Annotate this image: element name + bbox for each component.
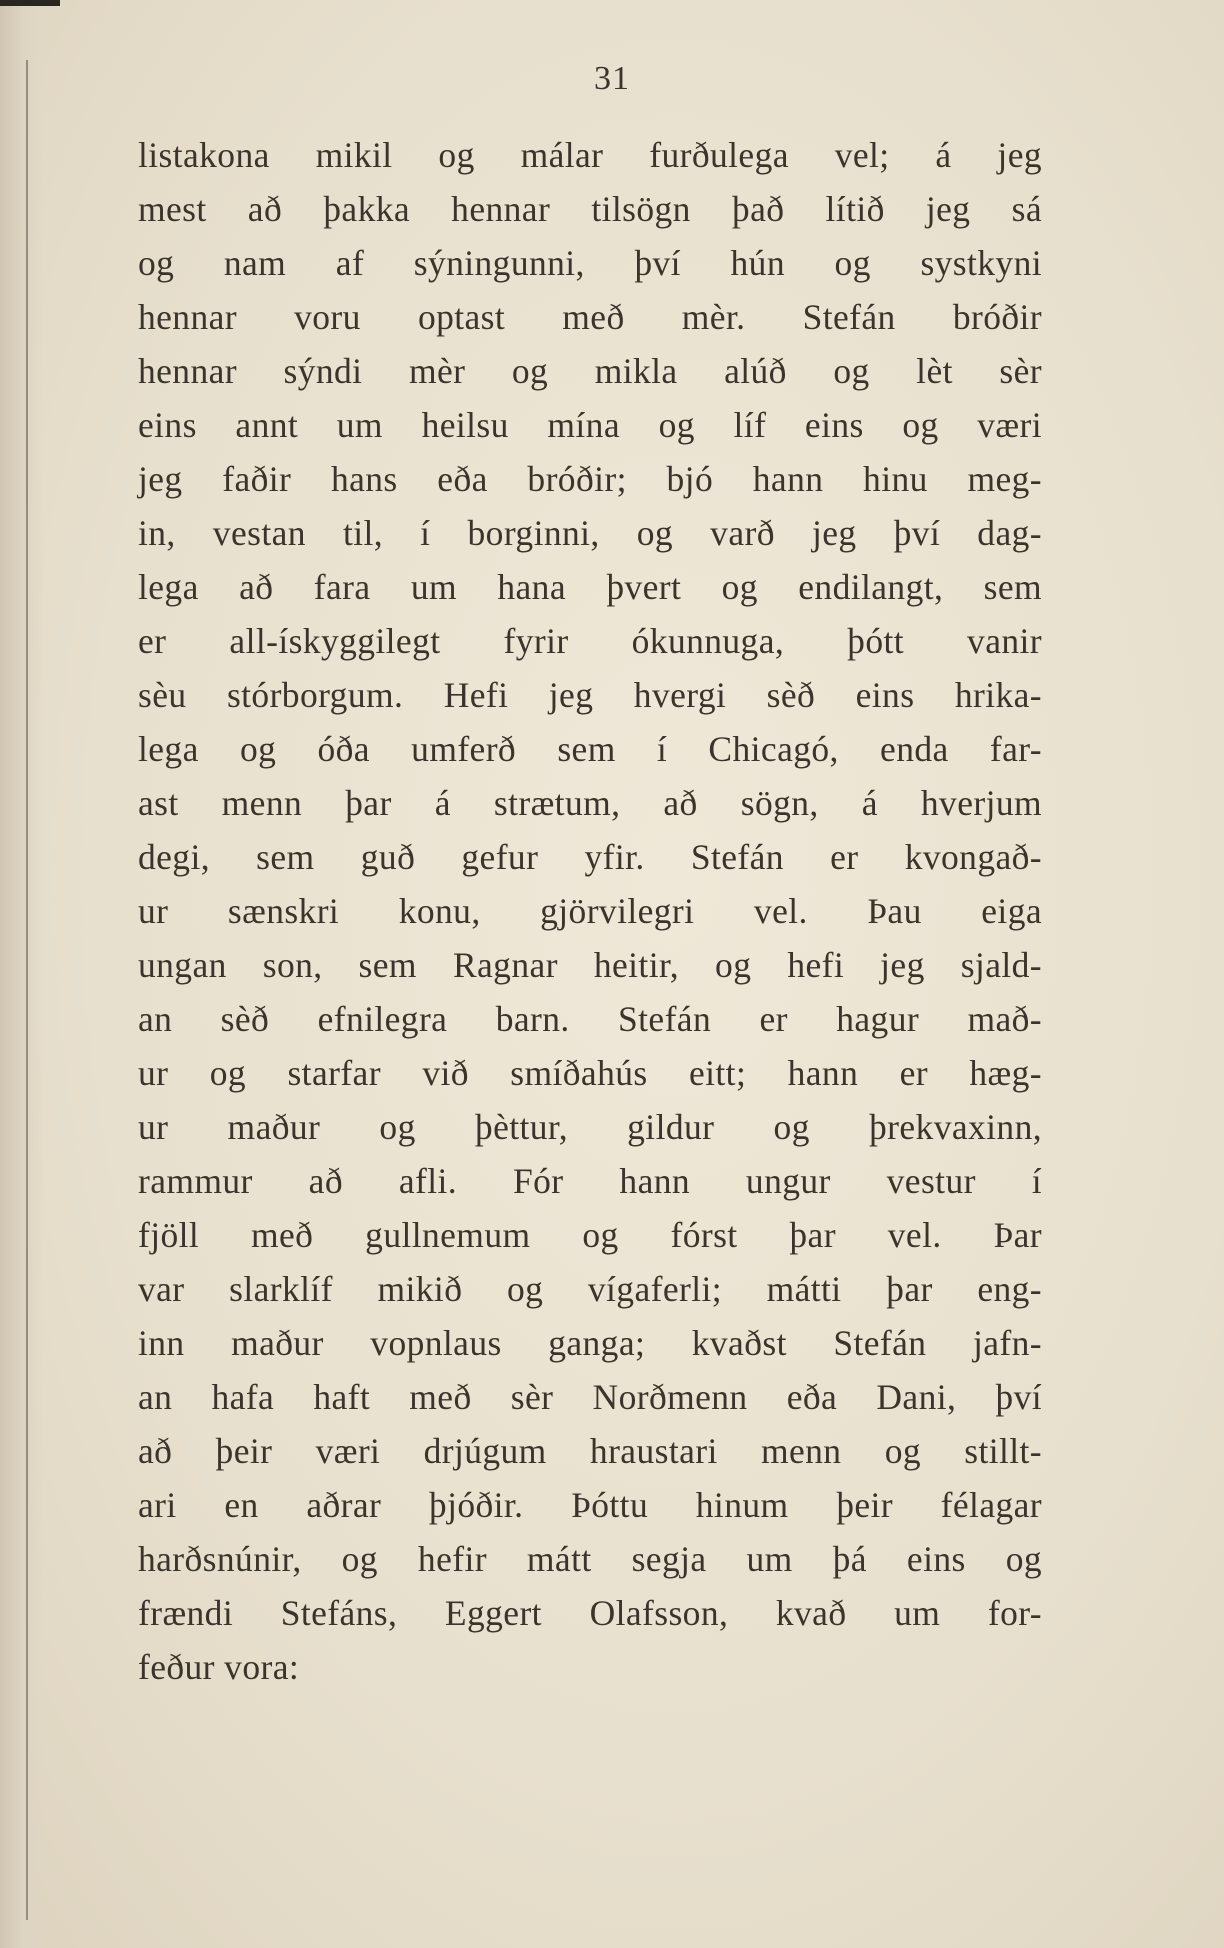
body-text [138,128,1042,1694]
text-line: rammur að afli. Fór hann ungur vestur í [138,1161,1042,1201]
binding-line [26,60,28,1920]
text-line: fjöll með gullnemum og fórst þar vel. Þar [138,1215,1042,1255]
text-line: að þeir væri drjúgum hraustari menn og stillt- [138,1431,1042,1471]
text-line: eins annt um heilsu mína og líf eins og væri [138,405,1042,445]
text-line: er all-ískyggilegt fyrir ókunnuga, þótt vanir [138,621,1042,661]
text-line: in, vestan til, í borginni, og varð jeg því dag- [138,513,1042,553]
text-line: ast menn þar á strætum, að sögn, á hverjum [138,783,1042,823]
text-line: degi, sem guð gefur yfir. Stefán er kvongað- [138,837,1042,877]
text-line: og nam af sýningunni, því hún og systkyni [138,243,1042,283]
text-line: jeg faðir hans eða bróðir; bjó hann hinu meg- [138,459,1042,499]
text-line: an sèð efnilegra barn. Stefán er hagur mað- [138,999,1042,1039]
text-line: ur sænskri konu, gjörvilegri vel. Þau eiga [138,891,1042,931]
text-line: harðsnúnir, og hefir mátt segja um þá eins og [138,1539,1042,1579]
text-line: inn maður vopnlaus ganga; kvaðst Stefán jafn- [138,1323,1042,1363]
text-line: lega að fara um hana þvert og endilangt, sem [138,567,1042,607]
text-line: ungan son, sem Ragnar heitir, og hefi jeg sjald- [138,945,1042,985]
text-line: hennar sýndi mèr og mikla alúð og lèt sèr [138,351,1042,391]
text-line: frændi Stefáns, Eggert Olafsson, kvað um for- [138,1593,1042,1633]
text-line: listakona mikil og málar furðulega vel; á jeg [138,135,1042,175]
binding-edge [0,0,44,1948]
text-line: an hafa haft með sèr Norðmenn eða Dani, því [138,1377,1042,1417]
text-line: hennar voru optast með mèr. Stefán bróðir [138,297,1042,337]
text-line: var slarklíf mikið og vígaferli; mátti þar eng- [138,1269,1042,1309]
corner-mark [0,0,60,6]
text-line: sèu stórborgum. Hefi jeg hvergi sèð eins hrika- [138,675,1042,715]
text-line: feður vora: [138,1647,300,1687]
page-number: 31 [594,60,630,97]
text-line: mest að þakka hennar tilsögn það lítið jeg sá [138,189,1042,229]
text-line: lega og óða umferð sem í Chicagó, enda far- [138,729,1042,769]
text-line: ur maður og þèttur, gildur og þrekvaxinn, [138,1107,1042,1147]
text-line: ari en aðrar þjóðir. Þóttu hinum þeir félagar [138,1485,1042,1525]
text-line: ur og starfar við smíðahús eitt; hann er hæg- [138,1053,1042,1093]
